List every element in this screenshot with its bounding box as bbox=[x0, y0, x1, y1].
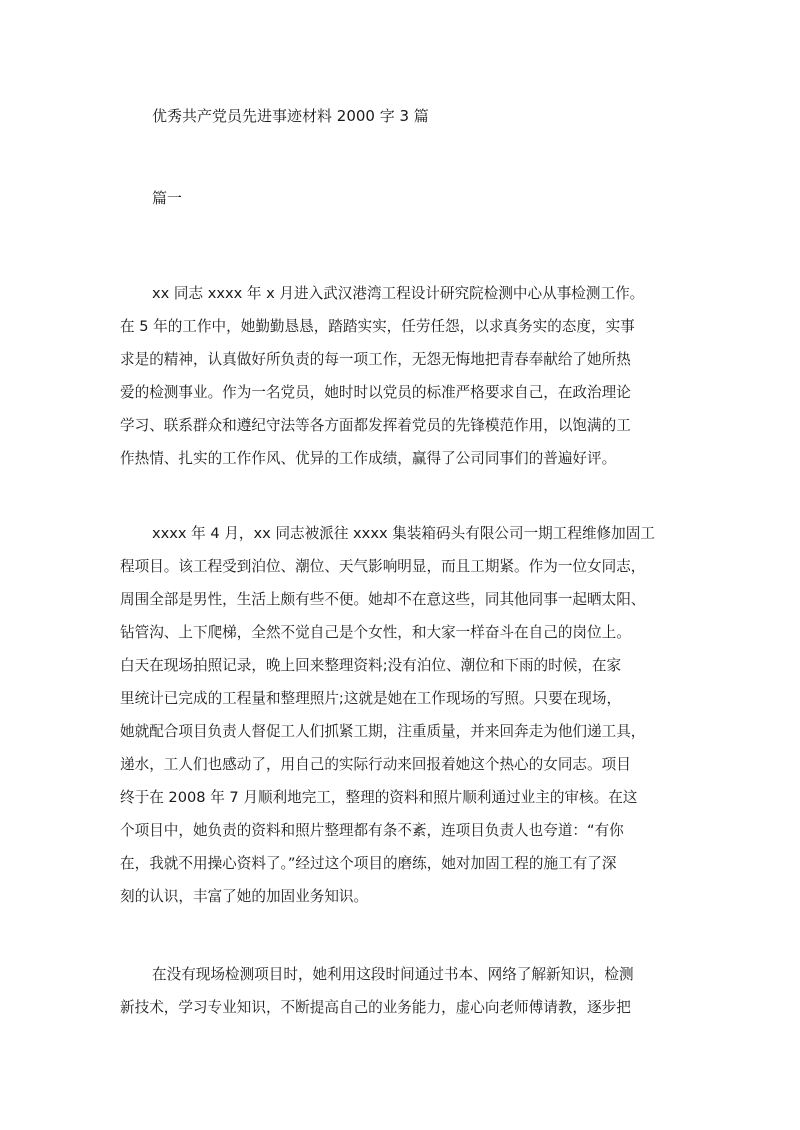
paragraph-line: 钻管沟、上下爬梯，全然不觉自己是个女性，和大家一样奋斗在自己的岗位上。 bbox=[120, 624, 631, 641]
document-title: 优秀共产党员先进事迹材料 2000 字 3 篇 bbox=[152, 107, 429, 125]
paragraph-line: 程项目。该工程受到泊位、潮位、天气影响明显，而且工期紧。作为一位女同志， bbox=[120, 558, 646, 575]
paragraph-line: 新技术，学习专业知识，不断提高自己的业务能力，虚心向老师傅请教，逐步把 bbox=[120, 999, 631, 1016]
paragraph-line: xxxx 年 4 月，xx 同志被派往 xxxx 集装箱码头有限公司一期工程维修加固工 bbox=[152, 525, 655, 542]
paragraph-line: 终于在 2008 年 7 月顺利地完工，整理的资料和照片顺利通过业主的审核。在这 bbox=[120, 789, 638, 806]
paragraph-line: 爱的检测事业。作为一名党员，她时时以党员的标准严格要求自己，在政治理论 bbox=[120, 384, 631, 401]
paragraph-line: 白天在现场拍照记录，晚上回来整理资料;没有泊位、潮位和下雨的时候，在家 bbox=[120, 657, 622, 674]
paragraph-line: xx 同志 xxxx 年 x 月进入武汉港湾工程设计研究院检测中心从事检测工作。 bbox=[152, 285, 645, 302]
paragraph-line: 周围全部是男性，生活上颇有些不便。她却不在意这些，同其他同事一起晒太阳、 bbox=[120, 591, 646, 608]
paragraph-line: 里统计已完成的工程量和整理照片;这就是她在工作现场的写照。只要在现场， bbox=[120, 690, 622, 707]
section-heading: 篇一 bbox=[152, 189, 183, 207]
paragraph-line: 在没有现场检测项目时，她利用这段时间通过书本、网络了解新知识，检测 bbox=[152, 966, 634, 983]
paragraph-1 bbox=[120, 277, 680, 475]
paragraph-line: 学习、联系群众和遵纪守法等各方面都发挥着党员的先锋模范作用，以饱满的工 bbox=[120, 417, 631, 434]
paragraph-line: 作热情、扎实的工作作风、优异的工作成绩，赢得了公司同事们的普遍好评。 bbox=[120, 450, 617, 467]
paragraph-line: 求是的精神，认真做好所负责的每一项工作，无怨无悔地把青春奉献给了她所热 bbox=[120, 351, 631, 368]
paragraph-2 bbox=[120, 517, 680, 913]
paragraph-line: 在，我就不用操心资料了。”经过这个项目的磨练，她对加固工程的施工有了深 bbox=[120, 855, 617, 872]
paragraph-line: 刻的认识，丰富了她的加固业务知识。 bbox=[120, 888, 369, 905]
paragraph-line: 递水，工人们也感动了，用自己的实际行动来回报着她这个热心的女同志。项目 bbox=[120, 756, 631, 773]
paragraph-line: 个项目中，她负责的资料和照片整理都有条不紊，连项目负责人也夸道：“有你 bbox=[120, 822, 624, 839]
paragraph-line: 在 5 年的工作中，她勤勤恳恳，踏踏实实，任劳任怨，以求真务实的态度，实事 bbox=[120, 318, 635, 335]
paragraph-3 bbox=[120, 958, 680, 1024]
paragraph-line: 她就配合项目负责人督促工人们抓紧工期，注重质量，并来回奔走为他们递工具， bbox=[120, 723, 646, 740]
